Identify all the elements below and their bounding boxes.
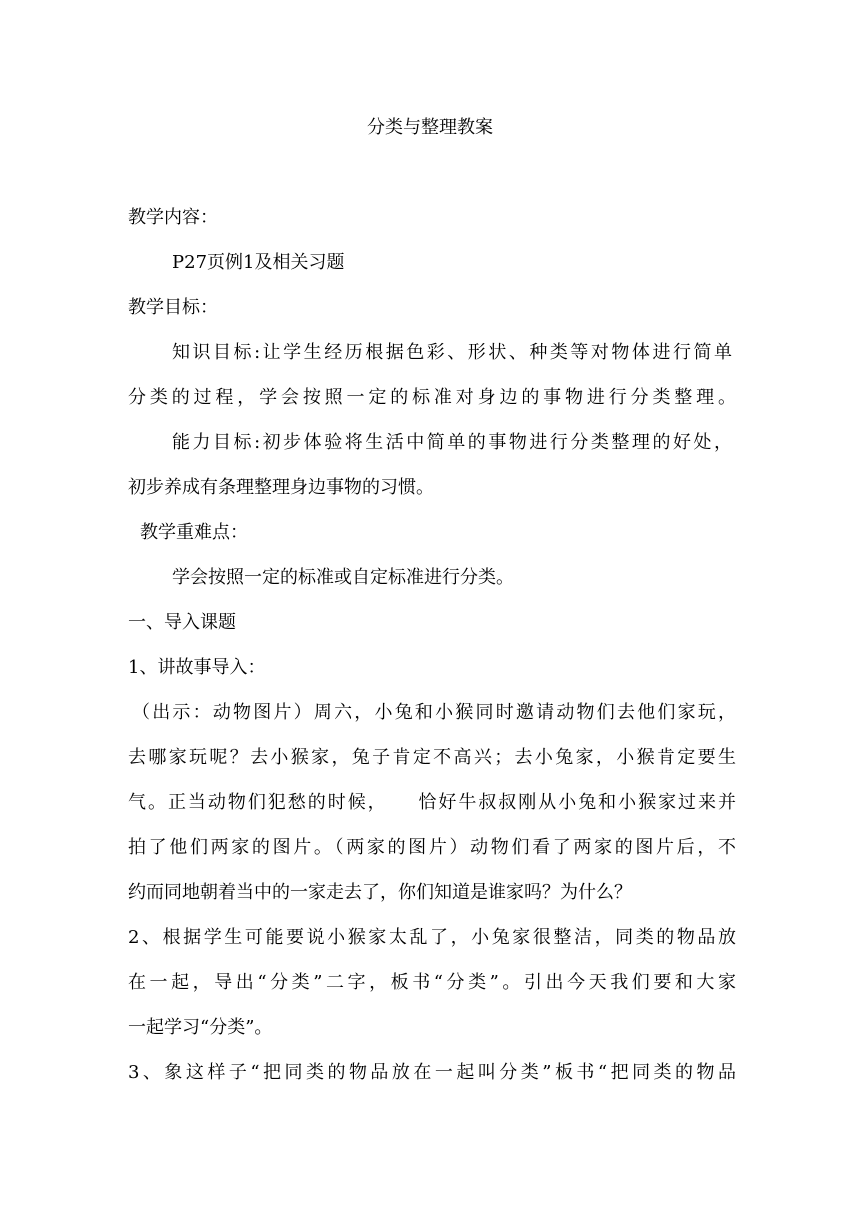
paragraph-line: 气。正当动物们犯愁的时候， 恰好牛叔叔刚从小兔和小猴家过来并 — [128, 792, 736, 813]
paragraph-line: 知识目标:让学生经历根据色彩、形状、种类等对物体进行简单 — [172, 342, 732, 363]
paragraph-line: 初步养成有条理整理身边事物的习惯。 — [128, 477, 434, 498]
section-heading-key-points: 教学重难点： — [140, 522, 248, 543]
paragraph-line: 能力目标:初步体验将生活中简单的事物进行分类整理的好处， — [172, 432, 732, 453]
paragraph-line: 分类的过程，学会按照一定的标准对身边的事物进行分类整理。 — [128, 387, 736, 408]
list-item-heading: 1、讲故事导入： — [128, 657, 266, 678]
paragraph-line: 拍了他们两家的图片。（两家的图片）动物们看了两家的图片后，不 — [128, 837, 736, 858]
paragraph-line: 约而同地朝着当中的一家走去了，你们知道是谁家吗？为什么？ — [128, 882, 632, 903]
paragraph-line: 在一起，导出“分类”二字，板书“分类”。引出今天我们要和大家 — [128, 972, 736, 993]
paragraph-line: 2、根据学生可能要说小猴家太乱了，小兔家很整洁，同类的物品放 — [128, 927, 736, 948]
paragraph-line: P27页例1及相关习题 — [172, 252, 345, 273]
paragraph-line: （出示：动物图片）周六，小兔和小猴同时邀请动物们去他们家玩， — [132, 702, 736, 723]
section-heading-teaching-goals: 教学目标： — [128, 297, 218, 318]
document-title: 分类与整理教案 — [367, 117, 493, 138]
section-heading-introduction: 一、导入课题 — [128, 612, 236, 633]
paragraph-line: 3、象这样子“把同类的物品放在一起叫分类”板书“把同类的物品 — [128, 1062, 736, 1083]
paragraph-line: 学会按照一定的标准或自定标准进行分类。 — [172, 567, 514, 588]
paragraph-line: 去哪家玩呢？去小猴家，兔子肯定不高兴；去小兔家，小猴肯定要生 — [128, 747, 736, 768]
paragraph-line: 一起学习“分类”。 — [128, 1017, 273, 1038]
section-heading-teaching-content: 教学内容： — [128, 207, 218, 228]
